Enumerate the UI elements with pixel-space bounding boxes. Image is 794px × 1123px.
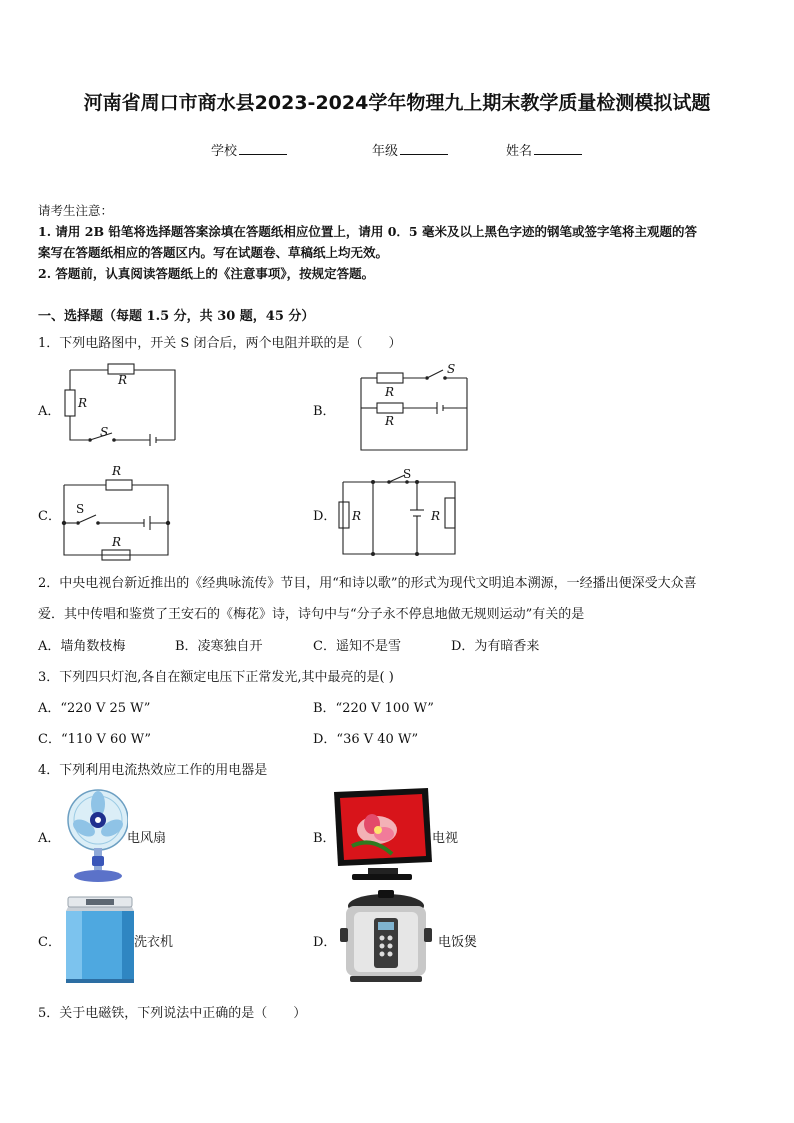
- circuit-diagram-a: [60, 360, 180, 455]
- resistor-label: R: [118, 373, 128, 387]
- q1-option-a-label[interactable]: A．: [38, 404, 61, 419]
- switch-icon: [78, 515, 96, 523]
- rice-cooker-icon: [340, 888, 432, 988]
- switch-label: S: [403, 467, 412, 481]
- switch-label: S: [447, 362, 456, 376]
- q4-option-d-label[interactable]: D．: [313, 935, 337, 950]
- page-title: 河南省周口市商水县2023-2024学年物理九上期末教学质量检测模拟试题: [83, 92, 711, 114]
- resistor-label: R: [352, 509, 362, 523]
- question-2-stem-line2: 爱．其中传唱和鉴赏了王安石的《梅花》诗，诗句中与“分子永不停息地做无规则运动”有关的是: [38, 607, 585, 622]
- q3-option-d[interactable]: D．“36 V 40 W”: [313, 732, 419, 747]
- question-2-stem-line1: 2．中央电视台新近推出的《经典咏流传》节目，用“和诗以歌”的形式为现代文明追本溯源，一经播出便深受大众喜: [38, 576, 697, 591]
- section-heading: 一、选择题（每题 1.5 分，共 30 题，45 分）: [38, 309, 315, 324]
- q4-option-a-label[interactable]: A．: [38, 831, 61, 846]
- resistor-icon: [377, 403, 403, 413]
- q1-option-c-label[interactable]: C．: [38, 509, 61, 524]
- grade-blank[interactable]: [400, 141, 448, 155]
- notice-item-1b: 案写在答题纸相应的答题区内。写在试题卷、草稿纸上均无效。: [38, 245, 389, 260]
- q4-option-c-text: 洗衣机: [134, 935, 174, 950]
- switch-label: S: [76, 502, 85, 516]
- resistor-label: R: [385, 385, 395, 399]
- q1-option-b-label[interactable]: B．: [313, 404, 336, 419]
- q2-option-a[interactable]: A．墙角数枝梅: [38, 639, 126, 654]
- q4-option-d-text: 电饭煲: [438, 935, 478, 950]
- circuit-diagram-c: [60, 463, 180, 563]
- circuit-diagram-d: [335, 468, 465, 563]
- grade-label: 年级: [372, 144, 399, 159]
- notice-heading: 请考生注意：: [38, 203, 114, 218]
- q3-option-b[interactable]: B．“220 V 100 W”: [313, 701, 434, 716]
- q4-option-b-label[interactable]: B．: [313, 831, 336, 846]
- notice-item-2: 2. 答题前，认真阅读答题纸上的《注意事项》，按规定答题。: [38, 266, 375, 281]
- question-3-stem: 3．下列四只灯泡,各自在额定电压下正常发光,其中最亮的是( ): [38, 670, 394, 685]
- q3-option-c[interactable]: C．“110 V 60 W”: [38, 732, 151, 747]
- circuit-diagram-b: [355, 362, 475, 457]
- notice-item-1a: 1. 请用 2B 铅笔将选择题答案涂填在答题纸相应位置上，请用 0．5 毫米及以上黑色字迹的钢笔或签字笔将主观题的答: [38, 224, 697, 239]
- resistor-icon: [106, 480, 132, 490]
- q2-option-d[interactable]: D．为有暗香来: [451, 639, 540, 654]
- name-field[interactable]: [506, 140, 582, 159]
- switch-icon: [427, 370, 443, 378]
- resistor-icon: [445, 498, 455, 528]
- grade-field[interactable]: [372, 140, 448, 159]
- washing-machine-icon: [64, 893, 136, 985]
- q2-option-c[interactable]: C．遥知不是雪: [313, 639, 401, 654]
- switch-label: S: [100, 425, 109, 439]
- q2-option-b[interactable]: B．凌寒独自开: [175, 639, 263, 654]
- q4-option-a-text: 电风扇: [127, 831, 167, 846]
- q3-option-a[interactable]: A．“220 V 25 W”: [38, 701, 151, 716]
- resistor-label: R: [431, 509, 441, 523]
- question-5-stem: 5．关于电磁铁，下列说法中正确的是（ ）: [38, 1006, 307, 1021]
- name-label: 姓名: [506, 144, 533, 159]
- resistor-label: R: [385, 414, 395, 428]
- resistor-icon: [377, 373, 403, 383]
- q4-option-b-text: 电视: [432, 831, 459, 846]
- name-blank[interactable]: [534, 141, 582, 155]
- q4-option-c-label[interactable]: C．: [38, 935, 61, 950]
- school-field[interactable]: [211, 140, 287, 159]
- resistor-label: R: [112, 464, 122, 478]
- school-blank[interactable]: [239, 141, 287, 155]
- resistor-label: R: [112, 535, 122, 549]
- resistor-label: R: [78, 396, 88, 410]
- school-label: 学校: [211, 144, 238, 159]
- resistor-icon: [65, 390, 75, 416]
- fan-icon: [62, 786, 128, 886]
- question-4-stem: 4．下列利用电流热效应工作的用电器是: [38, 763, 268, 778]
- q1-option-d-label[interactable]: D．: [313, 509, 337, 524]
- resistor-icon: [339, 502, 349, 528]
- television-icon: [332, 786, 434, 882]
- question-1-stem: 1．下列电路图中，开关 S 闭合后，两个电阻并联的是（ ）: [38, 336, 402, 351]
